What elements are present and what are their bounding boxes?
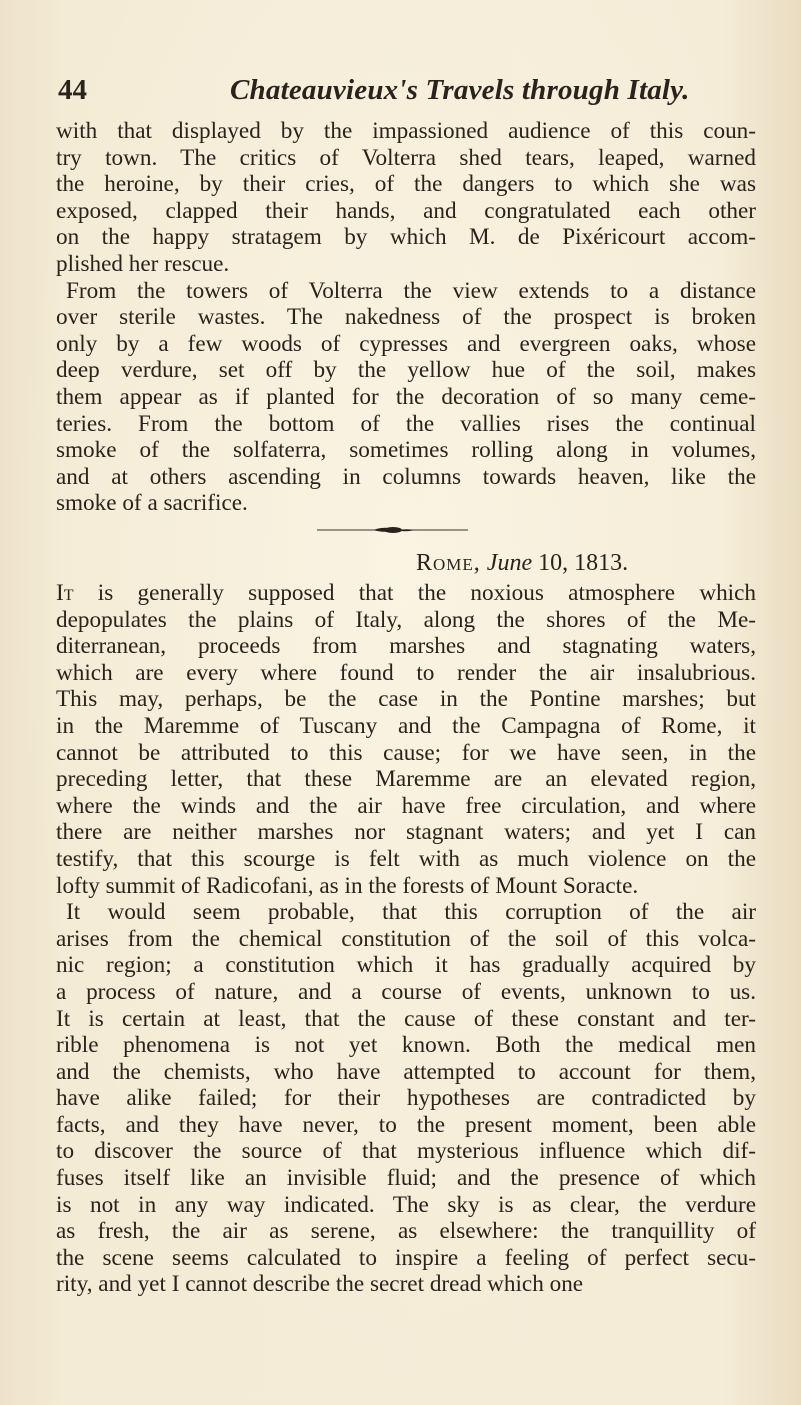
text-line: where the winds and the air have free circulation, and where bbox=[56, 792, 756, 819]
text-line: fuses itself like an invisible fluid; and the presence of which bbox=[56, 1165, 756, 1192]
dateline-month: June bbox=[486, 550, 533, 576]
text-line: It is certain at least, that the cause of these constant and ter- bbox=[56, 1005, 756, 1032]
text-line: as fresh, the air as serene, as elsewhere: the tranquillity of bbox=[56, 1218, 756, 1245]
paragraph-continued bbox=[56, 118, 756, 278]
text-line: testify, that this scourge is felt with as much violence on the bbox=[56, 845, 756, 872]
text-line: exposed, clapped their hands, and congratulated each other bbox=[56, 197, 756, 224]
text-line: the scene seems calculated to inspire a feeling of perfect secu- bbox=[56, 1244, 756, 1271]
running-title: Chateauvieux's Travels through Italy. bbox=[230, 74, 690, 106]
text-line: facts, and they have never, to the present moment, been able bbox=[56, 1111, 756, 1138]
text-line: and the chemists, who have attempted to account for them, bbox=[56, 1058, 756, 1085]
text-line: and at others ascending in columns towards heaven, like the bbox=[56, 463, 756, 490]
text-line: deep verdure, set off by the yellow hue of the soil, makes bbox=[56, 357, 756, 384]
letter-body bbox=[56, 580, 756, 1298]
text-line: to discover the source of that mysterious influence which dif- bbox=[56, 1138, 756, 1165]
text-line: smoke of a sacrifice. bbox=[56, 490, 248, 517]
letter-dateline bbox=[416, 550, 628, 577]
dateline-date: 10, 1813. bbox=[538, 550, 629, 576]
paragraph-volterra-view bbox=[56, 278, 756, 517]
dateline-city: Rome, bbox=[416, 550, 481, 576]
text-line: cannot be attributed to this cause; for we have seen, in the bbox=[56, 739, 756, 766]
text-line: arises from the chemical constitution of the soil of this volca- bbox=[56, 925, 756, 952]
text-line: rible phenomena is not yet known. Both the medical men bbox=[56, 1032, 756, 1059]
body-text bbox=[56, 118, 756, 517]
letter-paragraph-1 bbox=[56, 580, 756, 899]
text-line: over sterile wastes. The nakedness of the prospect is broken bbox=[56, 304, 756, 331]
text-line: there are neither marshes nor stagnant waters; and yet I can bbox=[56, 819, 756, 846]
text-line: the heroine, by their cries, of the dangers to which she was bbox=[56, 171, 756, 198]
text-line: have alike failed; for their hypotheses are contradicted by bbox=[56, 1085, 756, 1112]
opening-word: It bbox=[56, 580, 74, 606]
text-line: try town. The critics of Volterra shed tears, leaped, warned bbox=[56, 144, 756, 171]
text-line: a process of nature, and a course of events, unknown to us. bbox=[56, 978, 756, 1005]
opening-rest: is generally supposed that the noxious atmosphere which bbox=[73, 580, 756, 606]
letter-paragraph-2 bbox=[56, 899, 756, 1298]
text-line: diterranean, proceeds from marshes and stagnating waters, bbox=[56, 633, 756, 660]
text-line: them appear as if planted for the decoration of so many ceme- bbox=[56, 383, 756, 410]
text-line: smoke of the solfaterra, sometimes rolling along in volumes, bbox=[56, 437, 756, 464]
text-line: From the towers of Volterra the view extends to a distance bbox=[66, 277, 756, 304]
text-line: teries. From the bottom of the vallies rises the continual bbox=[56, 410, 756, 437]
text-line: plished her rescue. bbox=[56, 250, 230, 277]
text-line: only by a few woods of cypresses and evergreen oaks, whose bbox=[56, 330, 756, 357]
text-line: with that displayed by the impassioned audience of this coun- bbox=[56, 118, 756, 144]
text-line: which are every where found to render the air insalubrious. bbox=[56, 659, 756, 686]
text-line: depopulates the plains of Italy, along the shores of the Me- bbox=[56, 606, 756, 633]
section-divider-ornament bbox=[315, 525, 470, 535]
text-line: This may, perhaps, be the case in the Pontine marshes; but bbox=[56, 686, 756, 713]
page-header bbox=[58, 74, 748, 114]
text-line-opening bbox=[56, 580, 756, 607]
page-number: 44 bbox=[58, 74, 87, 106]
text-line: nic region; a constitution which it has gradually acquired by bbox=[56, 952, 756, 979]
text-line: lofty summit of Radicofani, as in the forests of Mount Soracte. bbox=[56, 872, 639, 899]
text-line: in the Maremme of Tuscany and the Campagna of Rome, it bbox=[56, 712, 756, 739]
text-line: rity, and yet I cannot describe the secret dread which one bbox=[56, 1271, 584, 1298]
text-line: is not in any way indicated. The sky is as clear, the verdure bbox=[56, 1191, 756, 1218]
text-line: It would seem probable, that this corruption of the air bbox=[66, 899, 756, 926]
text-line: preceding letter, that these Maremme are an elevated region, bbox=[56, 766, 756, 793]
text-line: on the happy stratagem by which M. de Pixéricourt accom- bbox=[56, 224, 756, 251]
